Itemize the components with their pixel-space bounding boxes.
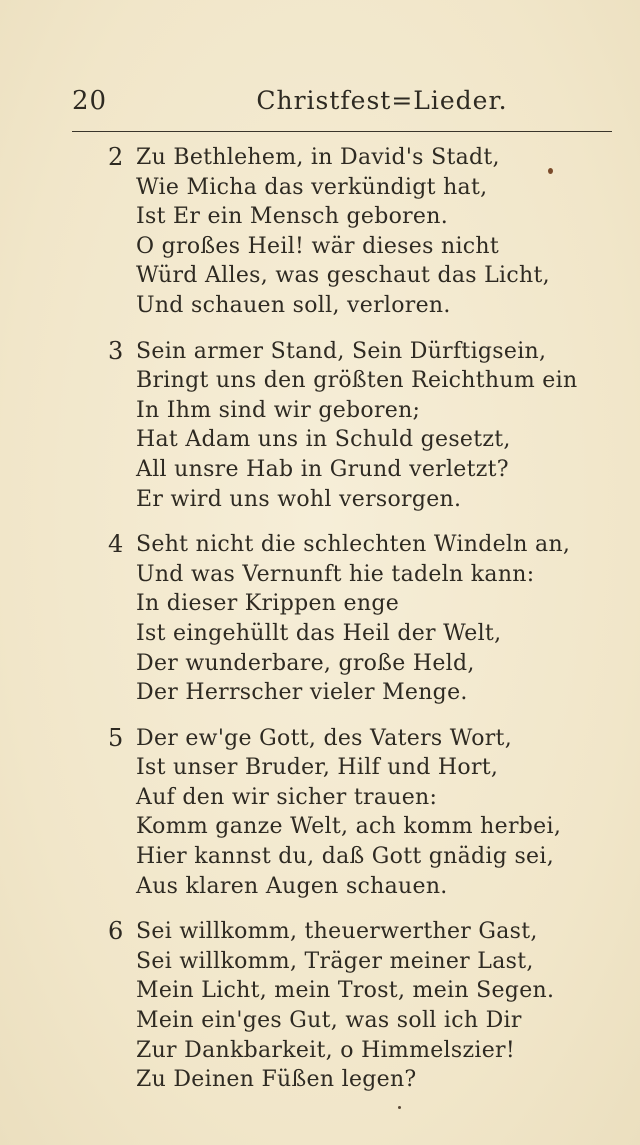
running-head: Christfest=Lieder. — [256, 86, 508, 115]
verse-line: In Ihm sind wir geboren; — [136, 397, 421, 423]
stanza-number: 4 — [108, 530, 124, 559]
verse-line: Mein ein'ges Gut, was soll ich Dir — [136, 1008, 522, 1034]
verse-line: Und schauen soll, verloren. — [136, 292, 451, 318]
verse-line: Hier kannst du, daß Gott gnädig sei, — [136, 844, 554, 870]
hymn-stanzas — [108, 143, 608, 1111]
verse-line: Ist eingehüllt das Heil der Welt, — [136, 620, 502, 646]
verse-line: Sei willkomm, theuerwerther Gast, — [136, 919, 538, 945]
verse-line: O großes Heil! wär dieses nicht — [136, 233, 500, 259]
page-number: 20 — [72, 86, 108, 116]
stanza — [108, 724, 608, 902]
stanza — [108, 530, 608, 708]
verse-line: Zu Deinen Füßen legen? — [136, 1067, 417, 1093]
verse-line: Ist Er ein Mensch geboren. — [136, 204, 449, 230]
stanza — [108, 143, 608, 321]
verse-line: Würd Alles, was geschaut das Licht, — [136, 263, 550, 289]
stanza — [108, 337, 608, 515]
verse-line: Der Herrscher vieler Menge. — [136, 680, 468, 706]
verse-line: In dieser Krippen enge — [136, 591, 400, 617]
stanza-number: 2 — [108, 143, 124, 171]
verse-line: Sei willkomm, Träger meiner Last, — [136, 948, 534, 974]
verse-line: Der ew'ge Gott, des Vaters Wort, — [136, 725, 512, 751]
verse-line: Bringt uns den größten Reichthum ein — [136, 368, 578, 394]
stanza — [108, 917, 608, 1095]
verse-line: Der wunderbare, große Held, — [136, 650, 475, 676]
stanza-number: 3 — [108, 336, 124, 365]
verse-line: All unsre Hab in Grund verletzt? — [136, 456, 509, 482]
verse-line: Aus klaren Augen schauen. — [136, 873, 448, 899]
verse-line: Er wird uns wohl versorgen. — [136, 486, 462, 512]
verse-line: Komm ganze Welt, ach komm herbei, — [136, 814, 562, 840]
header-rule — [72, 131, 612, 132]
verse-line: Sein armer Stand, Sein Dürftigsein, — [136, 338, 547, 364]
verse-line: Zur Dankbarkeit, o Himmelszier! — [136, 1037, 515, 1063]
verse-line: Wie Micha das verkündigt hat, — [136, 174, 488, 200]
verse-line: Ist unser Bruder, Hilf und Hort, — [136, 755, 499, 781]
stanza-number: 5 — [108, 723, 124, 752]
verse-line: Mein Licht, mein Trost, mein Segen. — [136, 978, 555, 1004]
verse-line: Seht nicht die schlechten Windeln an, — [136, 532, 571, 558]
verse-line: Zu Bethlehem, in David's Stadt, — [136, 145, 500, 170]
verse-line: Auf den wir sicher trauen: — [136, 784, 438, 810]
verse-line: Hat Adam uns in Schuld gesetzt, — [136, 427, 511, 453]
ink-speck — [548, 168, 553, 174]
page-header — [72, 86, 612, 126]
ink-speck — [398, 1106, 401, 1109]
stanza-number: 6 — [108, 917, 124, 946]
verse-line: Und was Vernunft hie tadeln kann: — [136, 561, 535, 587]
